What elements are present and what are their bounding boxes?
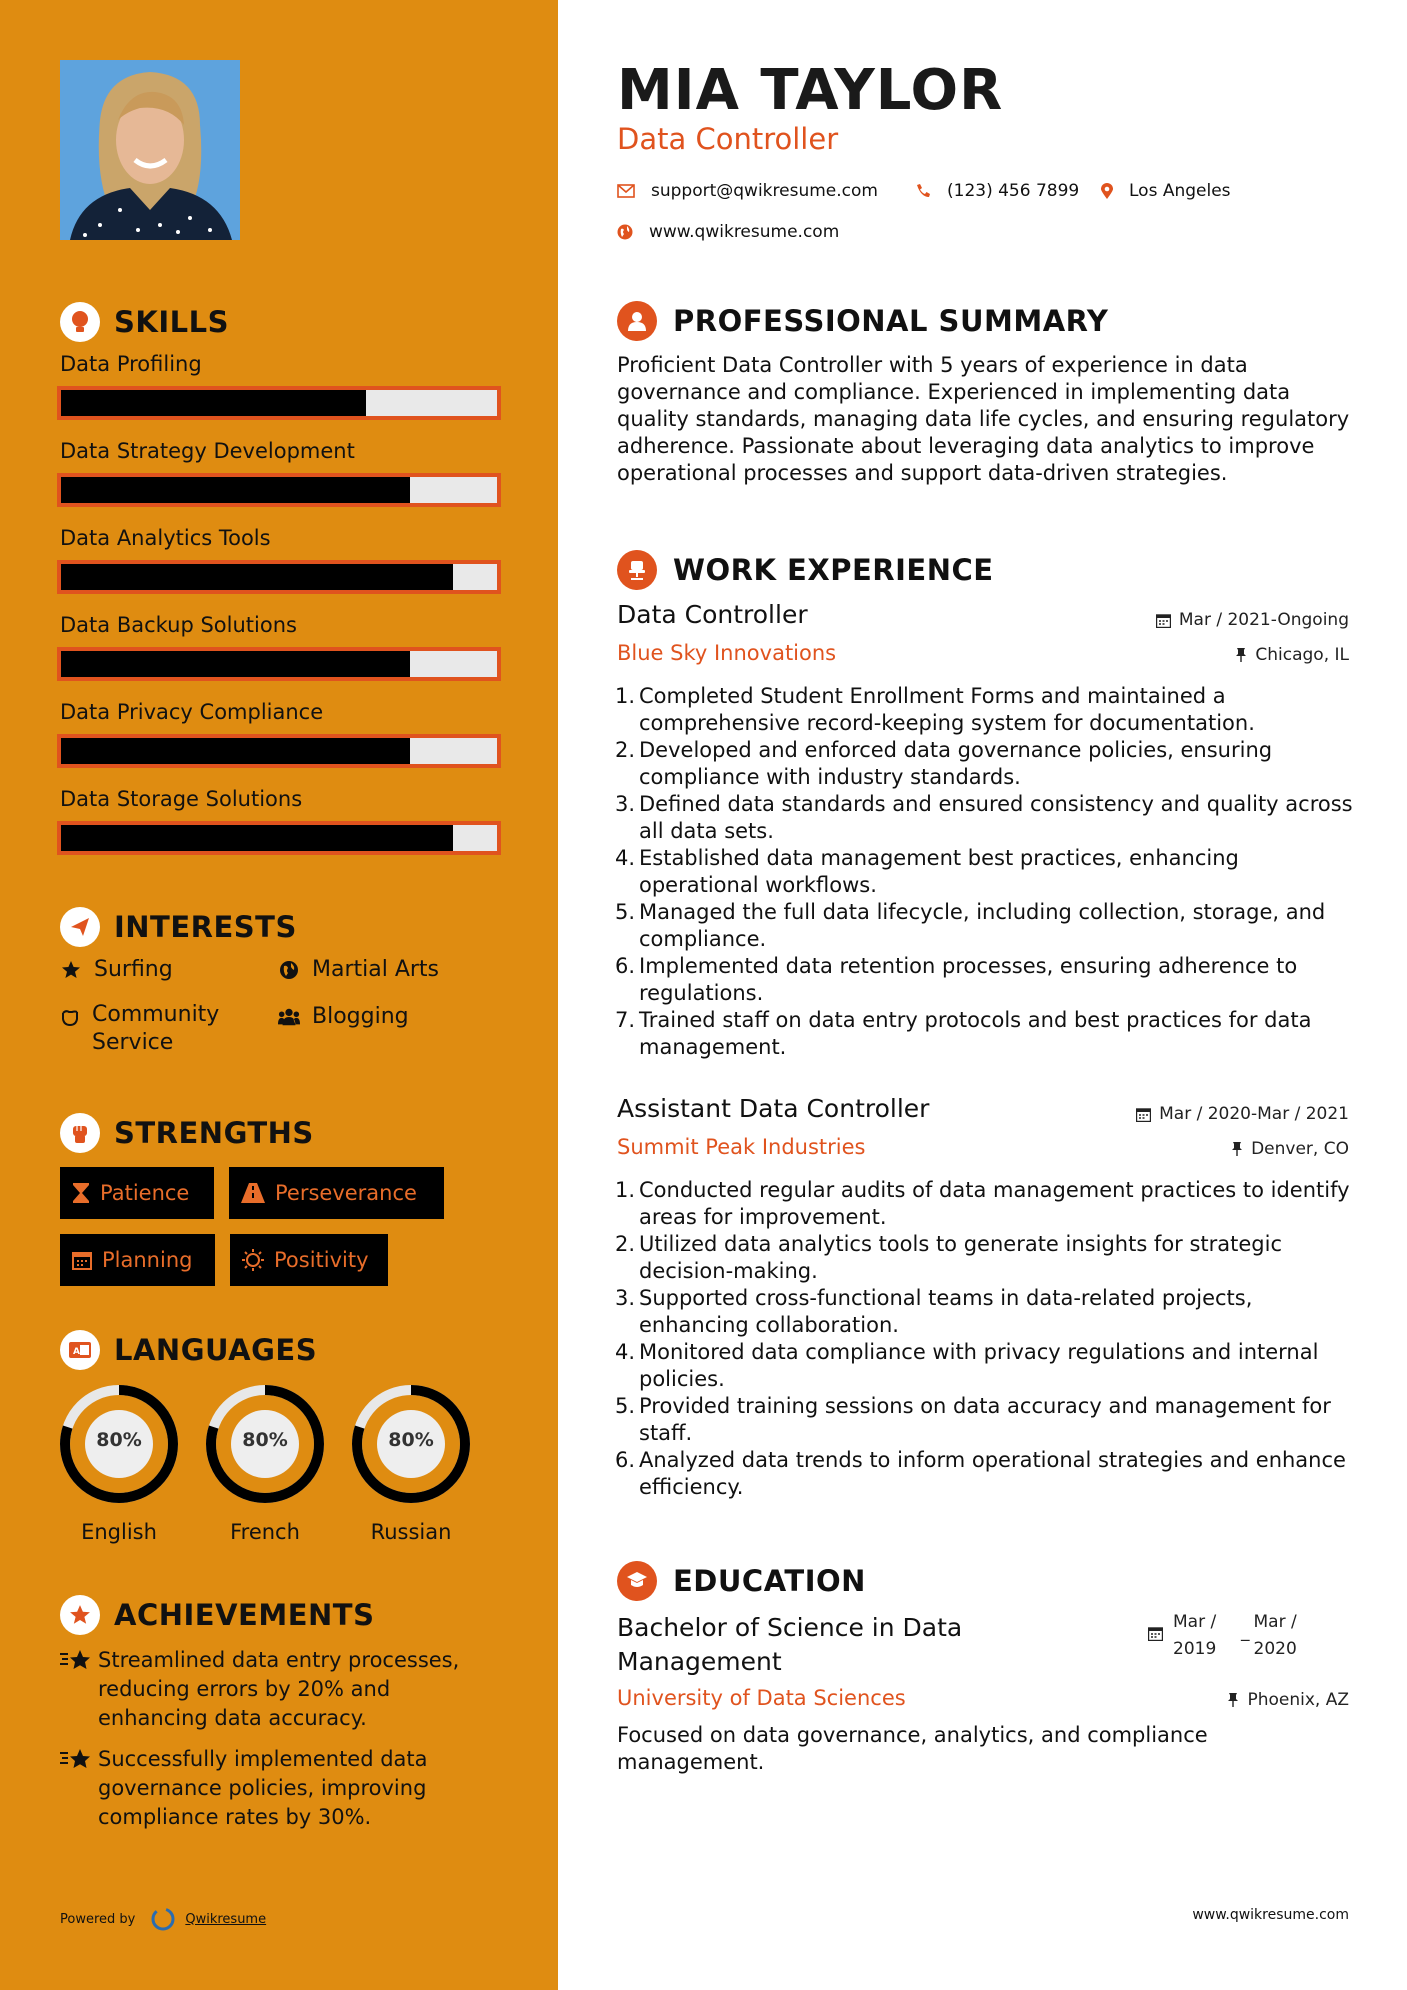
pushpin-icon — [1227, 1692, 1239, 1708]
language-item: 80% French — [203, 1382, 327, 1544]
interest-item: Blogging — [278, 1004, 409, 1029]
job-dates: Mar / 2021-Ongoing — [1156, 610, 1349, 630]
contact-website[interactable]: www.qwikresume.com — [617, 222, 839, 242]
star-icon — [60, 1747, 98, 1777]
skill-label: Data Backup Solutions — [60, 613, 297, 637]
skill-label: Data Profiling — [60, 352, 202, 376]
lightbulb-icon — [60, 302, 100, 342]
job-dates: Mar / 2020-Mar / 2021 — [1136, 1104, 1349, 1124]
skill-label: Data Strategy Development — [60, 439, 355, 463]
skill-bar — [57, 734, 501, 768]
user-icon — [617, 301, 657, 341]
contact-email[interactable]: support@qwikresume.com — [617, 181, 878, 201]
job-bullets — [613, 1177, 1363, 1501]
candidate-title: Data Controller — [617, 122, 839, 156]
list-item: 6. Analyzed data trends to inform operational strategies and enhance efficiency. — [614, 1448, 1346, 1499]
star-icon — [60, 1648, 98, 1678]
skill-bar — [57, 647, 501, 681]
education-heading: EDUCATION — [617, 1561, 866, 1601]
sun-icon — [242, 1249, 264, 1271]
education-location: Phoenix, AZ — [1227, 1690, 1349, 1710]
strength-tag: Patience — [60, 1167, 214, 1219]
job-location: Chicago, IL — [1235, 645, 1349, 665]
pushpin-icon — [1231, 1141, 1243, 1157]
languages-heading: A LANGUAGES — [60, 1330, 317, 1370]
graduation-icon — [617, 1561, 657, 1601]
strength-tag: Positivity — [230, 1234, 388, 1286]
calendar-icon — [1136, 1107, 1151, 1122]
strength-tag: Perseverance — [229, 1167, 444, 1219]
interests-heading: INTERESTS — [60, 907, 297, 947]
contact-location: Los Angeles — [1101, 181, 1231, 201]
list-item: 2. Developed and enforced data governance policies, ensuring compliance with industry standards. — [614, 738, 1273, 789]
map-pin-icon — [1101, 183, 1113, 200]
calendar-icon — [72, 1250, 92, 1270]
paper-plane-icon — [60, 907, 100, 947]
users-icon — [278, 1007, 300, 1027]
achievements-heading: ACHIEVEMENTS — [60, 1595, 374, 1635]
list-item: 6. Implemented data retention processes, ensuring adherence to regulations. — [614, 954, 1298, 1005]
calendar-icon — [1148, 1626, 1163, 1663]
skill-label: Data Analytics Tools — [60, 526, 271, 550]
achievement-item: Successfully implemented data governance policies, improving compliance rates by 30%. — [60, 1745, 500, 1832]
summary-text: Proficient Data Controller with 5 years of experience in data governance and compliance. Experienced in implementing data quality standards, managing data life cycles, and ensuring regulatory adherence. Passionate about leveraging data analytics to improve operational processes and support data-driven strategies. — [617, 353, 1350, 485]
svg-text:A: A — [73, 1347, 80, 1357]
summary-heading: PROFESSIONAL SUMMARY — [617, 301, 1108, 341]
list-item: 1. Conducted regular audits of data management practices to identify areas for improvement. — [614, 1178, 1350, 1229]
contact-phone[interactable]: (123) 456 7899 — [915, 181, 1079, 201]
job-title: Assistant Data Controller — [617, 1094, 930, 1123]
job-location: Denver, CO — [1231, 1139, 1349, 1159]
footer-url[interactable]: www.qwikresume.com — [1192, 1907, 1349, 1923]
list-item: 3. Supported cross-functional teams in data-related projects, enhancing collaboration. — [614, 1286, 1253, 1337]
company-name: Blue Sky Innovations — [617, 641, 837, 665]
list-item: 2. Utilized data analytics tools to generate insights for strategic decision-making. — [614, 1232, 1283, 1283]
interest-item: Community Service — [60, 1004, 260, 1057]
calendar-icon — [1156, 613, 1171, 628]
interest-item: Martial Arts — [278, 957, 439, 982]
qwikresume-link[interactable]: Qwikresume — [185, 1911, 267, 1927]
experience-heading: WORK EXPERIENCE — [617, 550, 994, 590]
skill-bar — [57, 473, 501, 507]
strengths-heading: STRENGTHS — [60, 1113, 314, 1153]
envelope-icon — [617, 184, 635, 198]
education-description: Focused on data governance, analytics, and compliance management. — [617, 1723, 1208, 1774]
road-icon — [241, 1183, 265, 1203]
skill-bar — [57, 386, 501, 420]
list-item: 4. Monitored data compliance with privacy regulations and internal policies. — [614, 1340, 1319, 1391]
language-item: 80% English — [57, 1382, 181, 1544]
list-item: 1. Completed Student Enrollment Forms and maintained a comprehensive record-keeping system for documentation. — [614, 684, 1255, 735]
profile-photo — [60, 60, 240, 240]
school-name: University of Data Sciences — [617, 1686, 906, 1710]
achievement-item: Streamlined data entry processes, reducing errors by 20% and enhancing data accuracy. — [60, 1646, 500, 1733]
language-icon — [60, 1330, 100, 1370]
office-chair-icon — [617, 550, 657, 590]
globe-icon — [278, 960, 300, 980]
powered-by: Powered by Qwikresume — [60, 1905, 266, 1933]
skill-label: Data Storage Solutions — [60, 787, 303, 811]
skill-bar — [57, 821, 501, 855]
hourglass-icon — [72, 1182, 90, 1204]
globe-icon — [617, 224, 633, 240]
list-item: 3. Defined data standards and ensured consistency and quality across all data sets. — [614, 792, 1353, 843]
company-name: Summit Peak Industries — [617, 1135, 866, 1159]
list-item: 5. Managed the full data lifecycle, including collection, storage, and compliance. — [614, 900, 1326, 951]
language-item: 80% Russian — [349, 1382, 473, 1544]
job-bullets — [613, 683, 1363, 1061]
education-dates: Mar / 2019 _ Mar / 2020 — [1148, 1609, 1312, 1663]
interest-item: Surfing — [60, 957, 173, 982]
sidebar — [0, 0, 558, 1990]
pushpin-icon — [1235, 647, 1247, 663]
strength-tag: Planning — [60, 1234, 215, 1286]
fist-icon — [60, 1113, 100, 1153]
list-item: 4. Established data management best practices, enhancing operational workflows. — [614, 846, 1239, 897]
skill-bar — [57, 560, 501, 594]
skill-label: Data Privacy Compliance — [60, 700, 324, 724]
list-item: 5. Provided training sessions on data accuracy and management for staff. — [614, 1394, 1331, 1445]
qwikresume-logo-icon — [149, 1905, 177, 1933]
hand-icon — [60, 1007, 80, 1027]
candidate-name: MIA TAYLOR — [617, 58, 1004, 123]
list-item: 7. Trained staff on data entry protocols and best practices for data management. — [614, 1008, 1312, 1059]
trophy-star-icon — [60, 1595, 100, 1635]
phone-icon — [915, 183, 931, 199]
skills-heading: SKILLS — [60, 302, 229, 342]
star-icon — [60, 960, 82, 980]
degree-title: Bachelor of Science in Data Management — [617, 1613, 963, 1676]
job-title: Data Controller — [617, 600, 808, 629]
